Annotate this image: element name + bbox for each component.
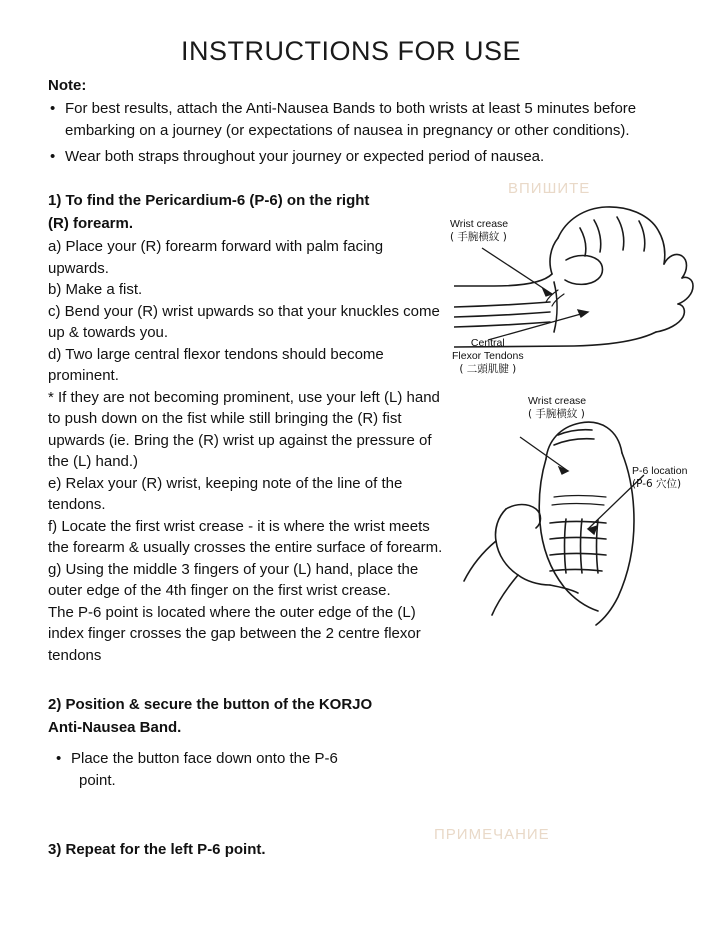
step-d: d) Two large central flexor tendons should become prominent. <box>48 345 384 384</box>
section-2-bullet <box>54 748 448 791</box>
figure-column <box>450 190 702 641</box>
list-item: • For best results, attach the Anti-Nausea Bands to both wrists at least 5 minutes before embarking on a journey (or expectations of nausea in pregnancy or other conditions). <box>48 98 666 142</box>
step-c: c) Bend your (R) wrist upwards so that your knuckles come up & towards you. <box>48 302 440 341</box>
step-f: f) Locate the first wrist crease - it is where the wrist meets the forearm & usually crosses the entire surface of forearm. <box>48 517 443 556</box>
figure1-wrist-crease-label: Wrist crease ( 手腕横紋 ) <box>450 218 509 243</box>
figure1-tendons-label: Central Flexor Tendons ( 二頭肌腱 ) <box>452 337 524 375</box>
section-2-heading-line1: 2) Position & secure the button of the KORJO <box>48 696 373 713</box>
figure-p6-location <box>454 395 702 641</box>
section-2-bullet-continuation: point. <box>79 771 116 789</box>
watermark-bottom: ПРИМЕЧАНИЕ <box>434 826 550 843</box>
page-title: INSTRUCTIONS FOR USE <box>180 36 521 66</box>
step-g: g) Using the middle 3 fingers of your (L) hand, place the outer edge of the 4th finger on the first wrist crease. <box>48 560 419 599</box>
section-2-heading-line2: Anti-Nausea Band. <box>48 719 182 736</box>
step-p6-definition: The P-6 point is located where the outer edge of the (L) index finger crosses the gap between the 2 centre flexor tendons <box>48 603 421 664</box>
step-note-asterisk: * If they are not becoming prominent, use your left (L) hand to push down on the fist while still bringing the (R) fist upwards (ie. Bring the (R) wrist up against the pressure of the (L) hand.) <box>48 388 440 470</box>
section-1-heading-line1: 1) To find the Pericardium-6 (P-6) on the right <box>48 192 370 209</box>
document-page <box>0 36 702 925</box>
note-label: Note: <box>48 77 87 94</box>
section-1-heading-line2: (R) forearm. <box>48 215 134 232</box>
figure-forearm-tendons <box>450 190 702 385</box>
step-a: a) Place your (R) forearm forward with palm facing upwards. <box>48 238 384 277</box>
p6-location-illustration <box>454 401 702 641</box>
step-e: e) Relax your (R) wrist, keeping note of the line of the tendons. <box>48 474 403 513</box>
note-list <box>48 98 666 168</box>
step-b: b) Make a fist. <box>48 281 143 298</box>
body-columns <box>36 180 688 860</box>
instruction-text-column <box>48 190 448 860</box>
section-3-heading: 3) Repeat for the left P-6 point. <box>48 841 266 858</box>
list-item: • Wear both straps throughout your journey or expected period of nausea. <box>48 146 666 168</box>
watermark-top: ВПИШИТЕ <box>508 180 591 197</box>
figure2-p6-label: P-6 location (P-6 穴位) <box>632 465 688 490</box>
figure2-wrist-crease-label: Wrist crease ( 手腕横紋 ) <box>528 395 587 420</box>
section-2-bullet-text: Place the button face down onto the P-6 <box>71 750 338 767</box>
